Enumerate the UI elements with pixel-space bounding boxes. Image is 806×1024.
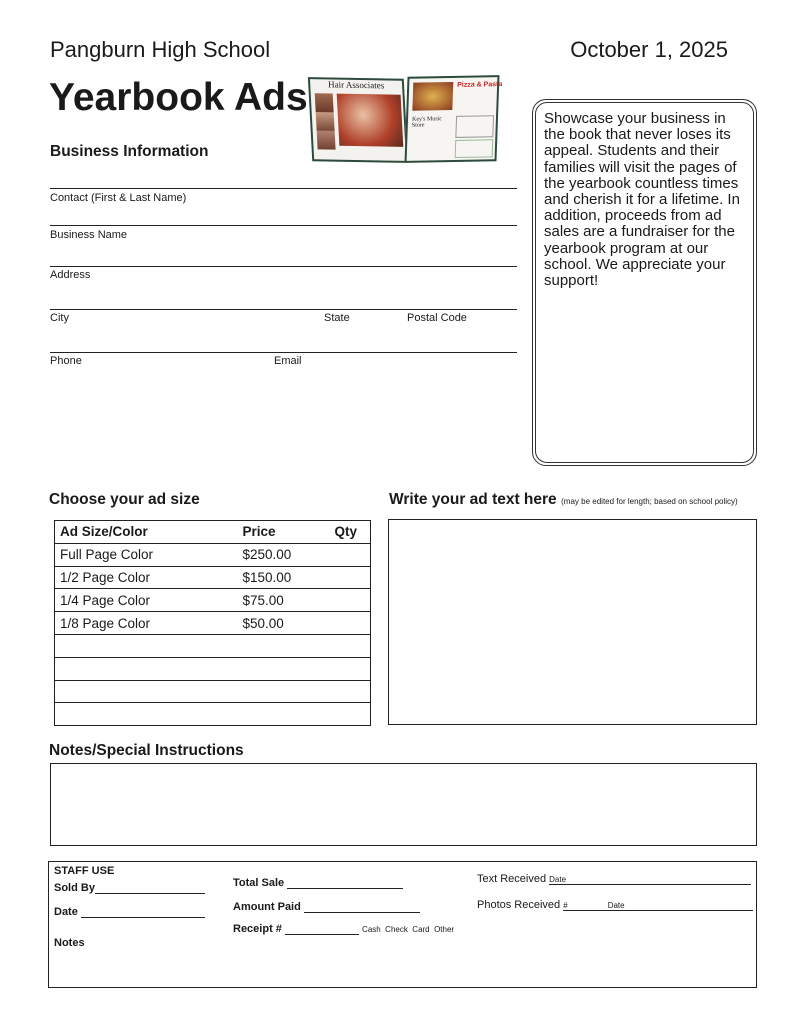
page-title: Yearbook Ads	[49, 76, 308, 119]
cell-size: 1/4 Page Color	[55, 589, 238, 612]
cell-price	[238, 703, 330, 726]
book-ad-text: Hair Associates	[327, 79, 385, 91]
ad-text-heading	[389, 491, 738, 509]
notes-heading: Notes/Special Instructions	[49, 742, 244, 759]
photos-received-label: Photos Received	[477, 899, 561, 911]
promo-box	[532, 99, 757, 466]
address-input[interactable]	[50, 266, 517, 267]
book-ad-text: Pizza & Pasta	[457, 81, 503, 89]
table-row	[55, 543, 371, 566]
ad-text-note: (may be edited for length; based on school policy)	[561, 497, 738, 506]
cell-qty[interactable]	[330, 543, 371, 566]
city-state-postal-input[interactable]	[50, 309, 517, 310]
amount-paid-field[interactable]	[233, 901, 420, 913]
cell-qty[interactable]	[330, 612, 371, 635]
business-info-heading: Business Information	[50, 143, 209, 160]
text-received-field[interactable]	[477, 873, 751, 885]
school-name: Pangburn High School	[50, 37, 271, 62]
cell-price	[238, 680, 330, 703]
state-label: State	[324, 312, 350, 324]
cell-qty[interactable]	[330, 680, 371, 703]
sold-by-label: Sold By	[54, 882, 95, 894]
cell-price	[238, 634, 330, 657]
table-row	[55, 703, 371, 726]
text-date-label: Date	[549, 875, 751, 885]
cell-size: 1/8 Page Color	[55, 612, 238, 635]
cell-price: $250.00	[238, 543, 330, 566]
col-size: Ad Size/Color	[55, 521, 238, 544]
email-label: Email	[274, 355, 302, 367]
cell-size	[55, 680, 238, 703]
form-date: October 1, 2025	[570, 37, 728, 62]
cell-size	[55, 657, 238, 680]
cell-price: $75.00	[238, 589, 330, 612]
yearbook-image	[306, 72, 503, 172]
cell-qty[interactable]	[330, 566, 371, 589]
receipt-field[interactable]	[233, 923, 454, 935]
cell-qty[interactable]	[330, 703, 371, 726]
cell-qty[interactable]	[330, 634, 371, 657]
cell-qty[interactable]	[330, 657, 371, 680]
promo-text: Showcase your business in the book that never loses its appeal. Students and their families will visit the pages of the yearbook countless times and cherish it for a lifetime. In addition, proceeds from ad sales are a fundraiser for the yearbook program at our school. We appreciate your support!	[535, 102, 754, 463]
date-label: Date	[54, 906, 78, 918]
total-sale-label: Total Sale	[233, 877, 285, 889]
total-sale-field[interactable]	[233, 877, 403, 889]
ad-size-table	[54, 520, 371, 726]
photos-num-label: #	[563, 901, 568, 910]
city-label: City	[50, 312, 69, 324]
contact-label: Contact (First & Last Name)	[50, 192, 187, 204]
business-name-input[interactable]	[50, 225, 517, 226]
sold-by-field[interactable]	[54, 882, 205, 894]
col-qty: Qty	[330, 521, 371, 544]
date-field[interactable]	[54, 906, 205, 918]
table-row	[55, 680, 371, 703]
col-price: Price	[238, 521, 330, 544]
table-row	[55, 566, 371, 589]
staff-use-heading: STAFF USE	[54, 865, 115, 877]
photos-received-field[interactable]	[477, 899, 753, 911]
cell-price	[238, 657, 330, 680]
table-row	[55, 657, 371, 680]
business-name-label: Business Name	[50, 229, 128, 241]
photos-date-label: Date	[607, 901, 625, 910]
cell-size	[55, 634, 238, 657]
ad-size-heading: Choose your ad size	[49, 491, 200, 508]
phone-email-input[interactable]	[50, 352, 517, 353]
table-header	[55, 521, 371, 544]
table-row	[55, 612, 371, 635]
cell-qty[interactable]	[330, 589, 371, 612]
postal-code-label: Postal Code	[407, 312, 467, 324]
cell-price: $150.00	[238, 566, 330, 589]
address-label: Address	[50, 269, 91, 281]
ad-text-input[interactable]	[388, 519, 757, 725]
staff-notes-label: Notes	[54, 937, 85, 949]
amount-paid-label: Amount Paid	[233, 901, 301, 913]
table-row	[55, 634, 371, 657]
phone-label: Phone	[50, 355, 82, 367]
cell-size	[55, 703, 238, 726]
staff-use-box	[48, 861, 757, 988]
cell-size: Full Page Color	[55, 543, 238, 566]
payment-options: Cash Check Card Other	[362, 925, 455, 934]
cell-price: $50.00	[238, 612, 330, 635]
notes-input[interactable]	[50, 763, 757, 846]
receipt-label: Receipt #	[233, 923, 282, 935]
contact-input[interactable]	[50, 188, 517, 189]
table-row	[55, 589, 371, 612]
text-received-label: Text Received	[477, 873, 547, 885]
book-ad-text: Key's Music Store	[411, 116, 443, 129]
cell-size: 1/2 Page Color	[55, 566, 238, 589]
ad-text-title: Write your ad text here	[389, 491, 557, 508]
